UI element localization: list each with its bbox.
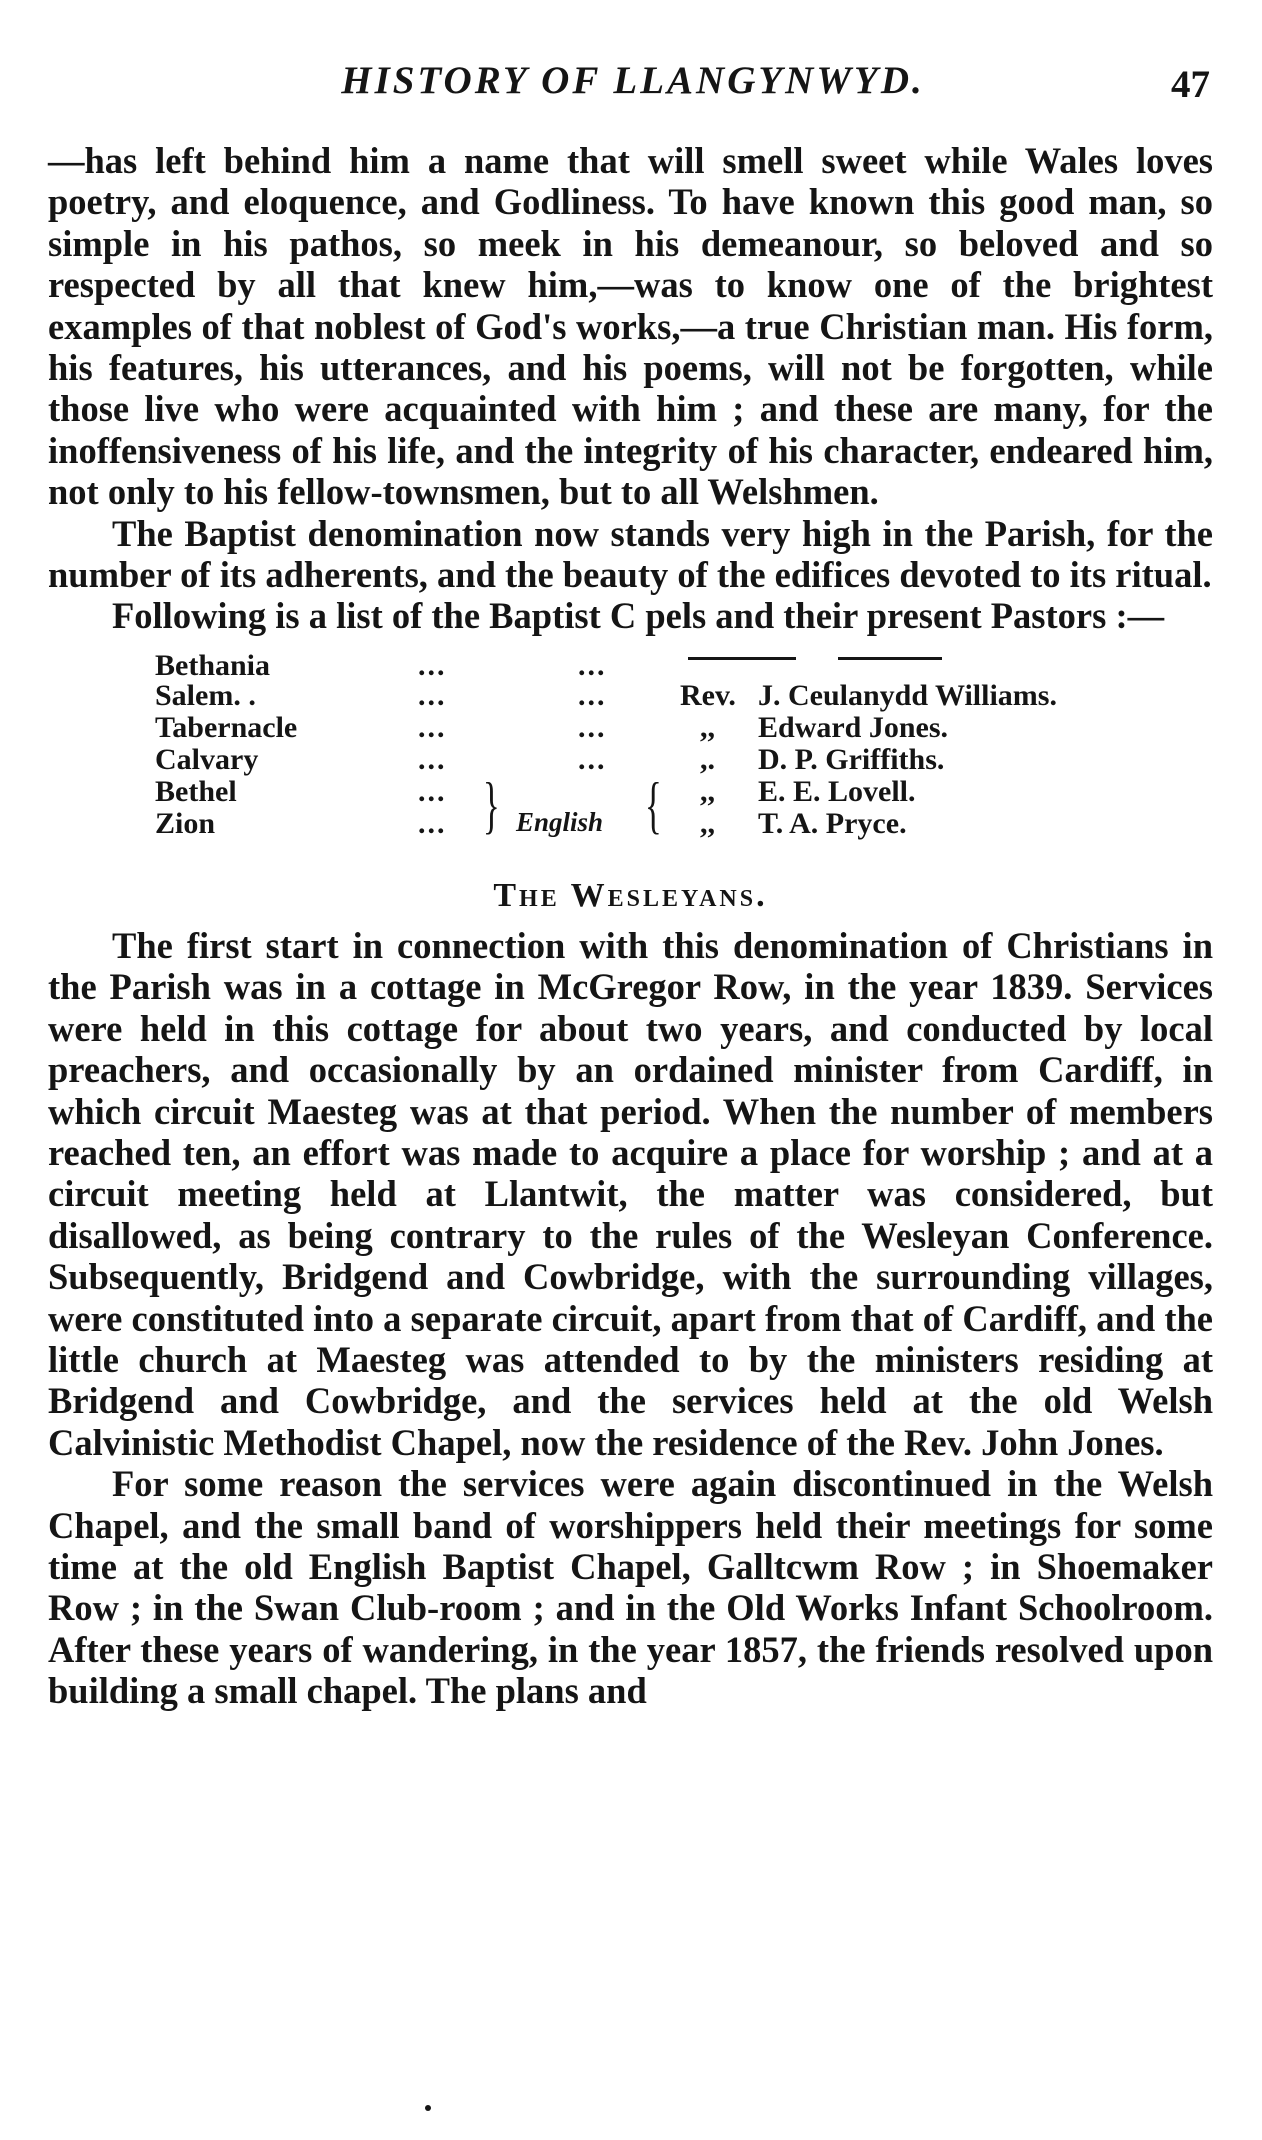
pastor-name: T. A. Pryce. (758, 806, 907, 840)
chapel-name: Calvary (155, 742, 259, 776)
baptist-chapel-list (48, 649, 1213, 863)
leader-dots: ... (418, 742, 447, 776)
stray-dot (425, 2105, 431, 2111)
paragraph-continuation: —has left behind him a name that will smell sweet while Wales loves poetry, and eloquence, and Godliness. To have known this good man, so simple in his pathos, so meek in his demeanour, so beloved and so respected by all that knew him,—was to know one of the brightest examples of that noblest of God's works,—a true Christian man. His form, his features, his utterances, and his poems, will not be forgotten, while those live who were acquainted with him ; and these are many, for the inoffensiveness of his life, and the integrity of his character, endeared him, not only to his fellow-townsmen, but to all Welshmen. (48, 140, 1213, 513)
leader-dots: ... (418, 774, 447, 808)
leader-dots: ... (418, 678, 447, 712)
pastor-name: E. E. Lovell. (758, 774, 916, 808)
paragraph-list-intro: Following is a list of the Baptist C pels and their present Pastors :— (112, 595, 1165, 637)
left-brace: } (482, 768, 500, 840)
english-label: English (516, 806, 604, 837)
pastor-name: Edward Jones. (758, 710, 949, 744)
blank-rule (688, 657, 796, 660)
leader-dots: ... (578, 710, 607, 744)
section-heading-wesleyans: The Wesleyans. (493, 876, 768, 914)
chapel-name: Bethel (155, 774, 237, 808)
chapel-name: Salem. . (155, 678, 256, 712)
blank-rule (838, 657, 942, 660)
pastor-prefix: ,, (700, 774, 715, 808)
chapel-name: Tabernacle (155, 710, 298, 744)
paragraph-wesleyans-first-start: The first start in connection with this denomination of Christians in the Parish was in a cottage in McGregor Row, in the year 1839. Services were held in this cottage for about two years, and conducted by local preachers, and occasionally by an ordained minister from Cardiff, in which circuit Maesteg was at that period. When the number of members reached ten, an effort was made to acquire a place for worship ; and at a circuit meeting held at Llantwit, the matter was considered, but disallowed, as being contrary to the rules of the Wesleyan Conference. Subsequently, Bridgend and Cowbridge, with the surrounding villages, were constituted into a separate circuit, apart from that of Cardiff, and the little church at Maesteg was attended to by the ministers residing at Bridgend and Cowbridge, and the services held at the old Welsh Calvinistic Methodist Chapel, now the residence of the Rev. John Jones. (48, 924, 1213, 1463)
page-header (48, 58, 1218, 118)
leader-dots: ... (578, 678, 607, 712)
pastor-prefix: Rev. (680, 678, 736, 712)
paragraph-baptist-denomination: The Baptist denomination now stands very high in the Parish, for the number of its adherents, and the beauty of the edifices devoted to its ritual. (48, 512, 1213, 596)
leader-dots: ... (418, 806, 447, 840)
running-title: HISTORY OF LLANGYNWYD. (341, 59, 925, 102)
pastor-prefix: ,, (700, 806, 715, 840)
paragraph-wesleyans-wandering: For some reason the services were again discontinued in the Welsh Chapel, and the small band of worshippers held their meetings for some time at the old English Baptist Chapel, Galltcwm Row ; in Shoemaker Row ; in the Swan Club-room ; and in the Old Works Infant Schoolroom. After these years of wandering, in the year 1857, the friends resolved upon building a small chapel. The plans and (48, 1463, 1213, 1712)
leader-dots: ... (418, 648, 447, 682)
pastor-name: J. Ceulanydd Williams. (758, 678, 1057, 712)
leader-dots: ... (418, 710, 447, 744)
pastor-name: D. P. Griffiths. (758, 742, 945, 776)
leader-dots: ... (578, 648, 607, 682)
page-number: 47 (1171, 63, 1210, 106)
pastor-prefix: ,. (700, 742, 715, 776)
chapel-name: Bethania (155, 648, 271, 682)
right-brace: { (644, 768, 662, 840)
pastor-prefix: ,, (700, 710, 715, 744)
page-body (48, 140, 1213, 1712)
chapel-name: Zion (155, 806, 216, 840)
leader-dots: ... (578, 742, 607, 776)
